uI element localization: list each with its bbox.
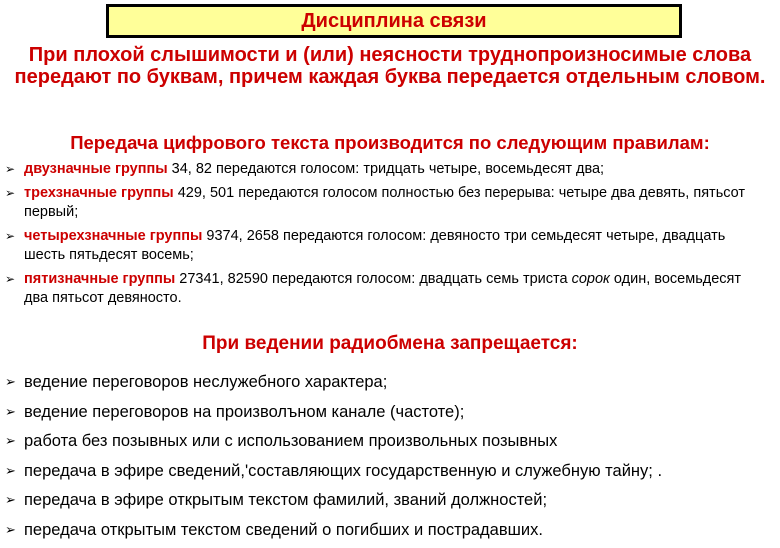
list-item	[0, 430, 768, 452]
prohibition-text: работа без позывных или с использованием произвольных позывных	[24, 432, 558, 450]
list-item	[0, 160, 768, 179]
radio-prohibitions-list	[0, 371, 768, 548]
arrow-bullet-icon: ➢	[5, 229, 16, 243]
list-item	[0, 489, 768, 511]
rule-text: 9374, 2658 передаются голосом: девяносто три семьдесят четыре, двадцать шесть пятьдесят восемь;	[24, 228, 726, 263]
rule-text: 429, 501 передаются голосом полностью без перерыва: четыре два девять, пятьсот первый;	[24, 185, 746, 220]
digital-rules-heading: Передача цифрового текста производится по следующим правилам:	[70, 132, 710, 153]
rule-text: 34, 82 передаются голосом: тридцать четыре, восемьдесят два;	[167, 161, 605, 177]
slide-title: Дисциплина связи	[301, 9, 487, 32]
arrow-bullet-icon: ➢	[5, 272, 16, 286]
arrow-bullet-icon: ➢	[5, 521, 16, 537]
arrow-bullet-icon: ➢	[5, 492, 16, 507]
rule-label: четырехзначные группы	[24, 228, 203, 244]
prohibition-text: ведение переговоров на произволъном канале (частоте);	[24, 402, 465, 421]
rule-text: 27341, 82590 передаются голосом: двадцать семь триста	[175, 271, 572, 287]
arrow-bullet-icon: ➢	[5, 186, 16, 200]
rule-text-after: один, восемьдесят два пятьсот девяносто.	[24, 271, 742, 306]
list-item	[0, 460, 768, 482]
prohibition-text: передача в эфире открытым текстом фамилий, званий должностей;	[24, 491, 548, 509]
list-item	[0, 227, 768, 265]
rule-italic-word: сорок	[571, 271, 610, 287]
title-box	[106, 4, 682, 38]
list-item	[0, 371, 768, 393]
arrow-bullet-icon: ➢	[5, 403, 16, 419]
digital-rules-list	[0, 160, 768, 313]
arrow-bullet-icon: ➢	[5, 433, 16, 448]
prohibition-text: передача в эфире сведений,'составляющих государственную и служебную тайну; .	[24, 461, 663, 480]
rule-label: трехзначные группы	[24, 185, 174, 201]
prohibition-text: передача открытым текстом сведений о погибших и пострадавших.	[24, 520, 543, 539]
arrow-bullet-icon: ➢	[5, 162, 16, 176]
list-item	[0, 519, 768, 541]
arrow-bullet-icon: ➢	[5, 374, 16, 389]
rule-label: двузначные группы	[24, 161, 168, 177]
list-item	[0, 270, 768, 308]
list-item	[0, 401, 768, 423]
intro-paragraph: При плохой слышимости и (или) неясности труднопроизносимые слова передают по буквам, причем каждая буква передается отдельным словом.	[14, 44, 766, 88]
rule-label: пятизначные группы	[24, 271, 176, 287]
prohibition-text: ведение переговоров неслужебного характера;	[24, 373, 388, 391]
arrow-bullet-icon: ➢	[5, 462, 16, 478]
radio-prohibitions-heading: При ведении радиобмена запрещается:	[202, 333, 578, 354]
list-item	[0, 184, 768, 222]
